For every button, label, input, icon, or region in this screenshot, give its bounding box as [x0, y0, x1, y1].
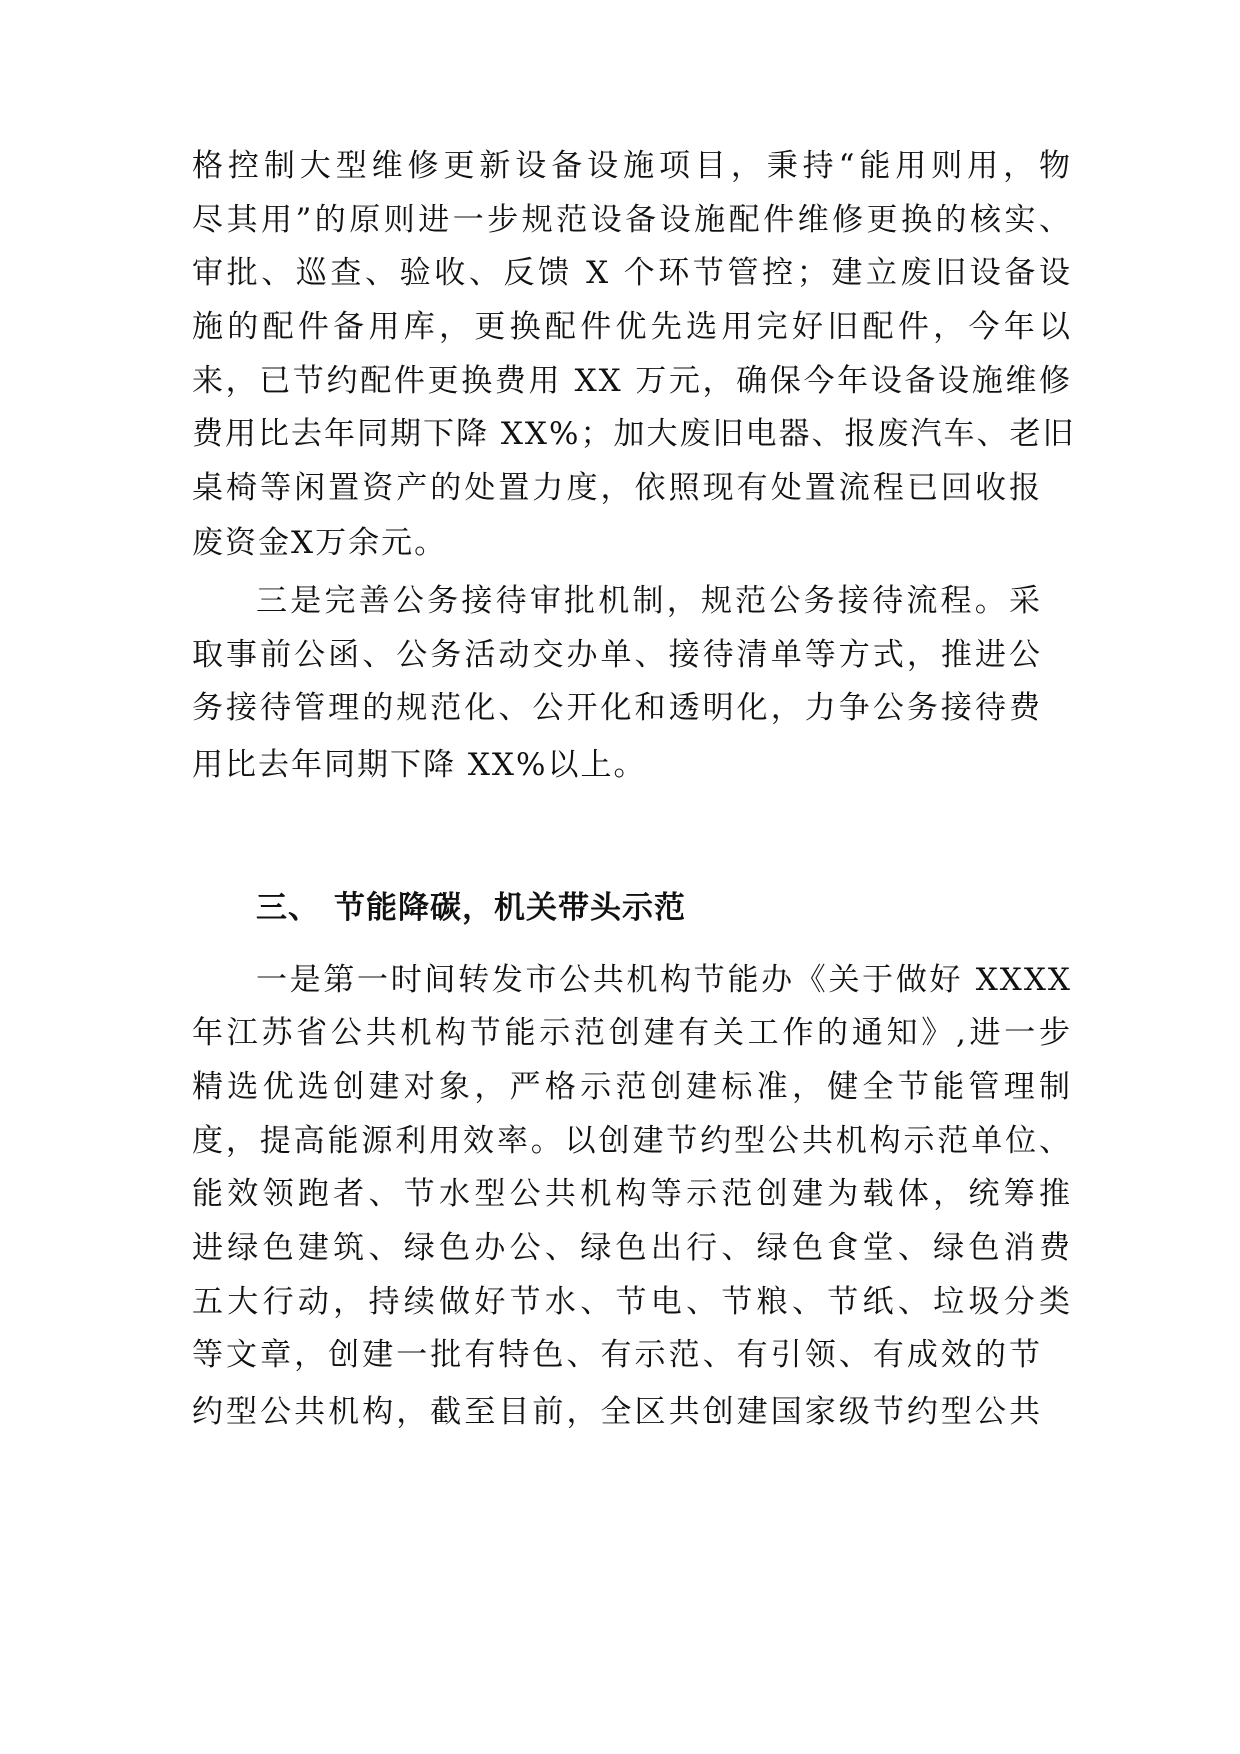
body-text-line: 等文章，创建一批有特色、有示范、有引领、有成效的节: [192, 1337, 1042, 1373]
body-text-line: 来，已节约配件更换费用 XX 万元，确保今年设备设施维修: [192, 363, 1072, 399]
section-heading-title: 节能降碳，机关带头示范: [334, 890, 686, 926]
body-text-line: 能效领跑者、节水型公共机构等示范创建为载体，统筹推: [192, 1176, 1072, 1212]
body-text-line-last: 用比去年同期下降 XX%以上。: [192, 747, 647, 783]
body-text-line: 年江苏省公共机构节能示范创建有关工作的通知》,进一步: [192, 1015, 1072, 1051]
body-text-line: 取事前公函、公务活动交办单、接待清单等方式，推进公: [192, 637, 1042, 673]
body-text-line: 约型公共机构，截至目前，全区共创建国家级节约型公共: [192, 1394, 1042, 1430]
section-heading-number: 三、: [256, 890, 320, 926]
body-text-line: 审批、巡查、验收、反馈 X 个环节管控；建立废旧设备设: [192, 255, 1072, 291]
body-text-line: 五大行动，持续做好节水、节电、节粮、节纸、垃圾分类: [192, 1284, 1072, 1320]
body-text-line: 施的配件备用库，更换配件优先选用完好旧配件，今年以: [192, 309, 1072, 345]
body-text-line-last: 废资金X万余元。: [192, 525, 448, 561]
body-text-line: 进绿色建筑、绿色办公、绿色出行、绿色食堂、绿色消费: [192, 1230, 1072, 1266]
body-text-line: 桌椅等闲置资产的处置力度，依照现有处置流程已回收报: [192, 470, 1042, 506]
body-text-line: 务接待管理的规范化、公开化和透明化，力争公务接待费: [192, 690, 1042, 726]
body-text-line: 精选优选创建对象，严格示范创建标准，健全节能管理制: [192, 1069, 1072, 1105]
body-text-line: 尽其用”的原则进一步规范设备设施配件维修更换的核实、: [192, 202, 1072, 238]
body-text-line: 度，提高能源利用效率。以创建节约型公共机构示范单位、: [192, 1123, 1072, 1159]
body-text-line: 格控制大型维修更新设备设施项目，秉持“能用则用，物: [192, 148, 1072, 184]
section-heading: [256, 888, 686, 928]
body-text-line: 费用比去年同期下降 XX%；加大废旧电器、报废汽车、老旧: [192, 416, 1076, 452]
paragraph-first-line: 三是完善公务接待审批机制，规范公务接待流程。采: [256, 583, 1042, 619]
paragraph-first-line: 一是第一时间转发市公共机构节能办《关于做好 XXXX: [256, 962, 1072, 998]
